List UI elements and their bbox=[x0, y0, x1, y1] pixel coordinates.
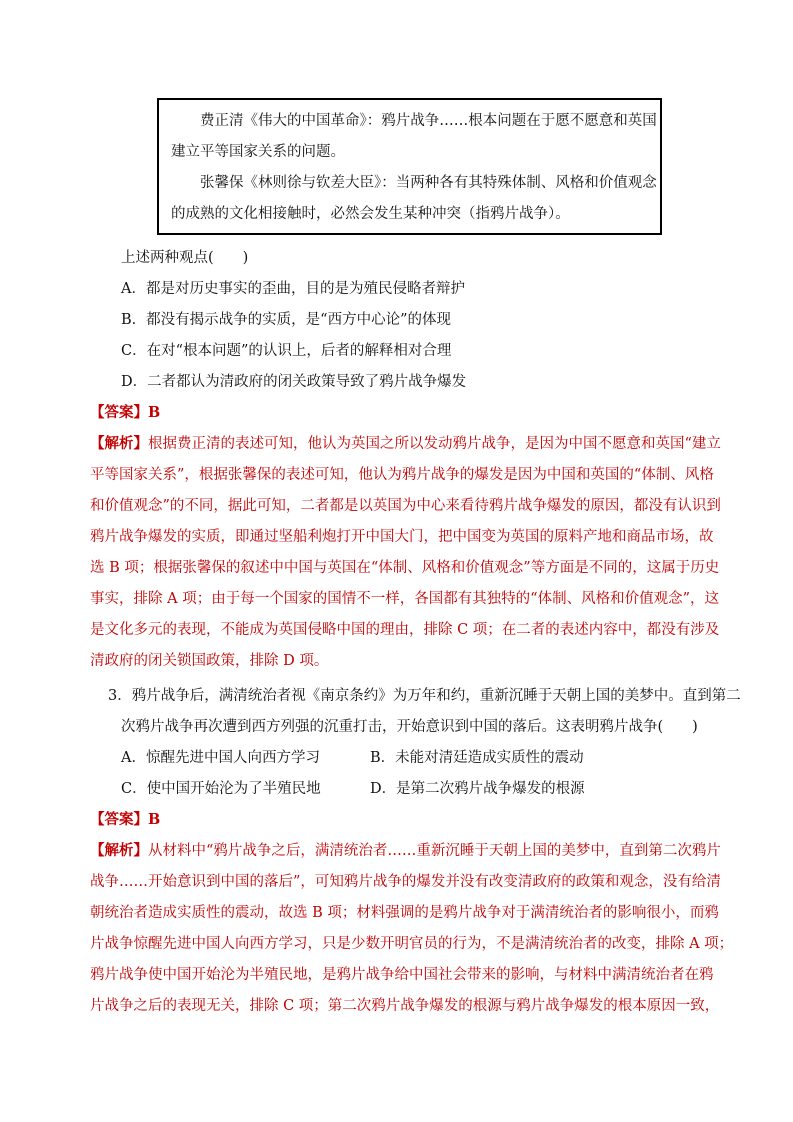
option-d: D．是第二次鸦片战争爆发的根源 bbox=[370, 781, 585, 797]
analysis-text: 战争……开始意识到中国的落后”，可知鸦片战争的爆发并没有改变清政府的政策和观念，没有给清 bbox=[90, 874, 721, 890]
option-a: A．惊醒先进中国人向西方学习 bbox=[121, 750, 320, 766]
analysis-text: 从材料中“鸦片战争之后，满清统治者……重新沉睡于天朝上国的美梦中，直到第二次鸦片 bbox=[148, 843, 721, 859]
option-d: D．二者都认为清政府的闭关政策导致了鸦片战争爆发 bbox=[121, 374, 467, 390]
question-stem: 次鸦片战争再次遭到西方列强的沉重打击，开始意识到中国的落后。这表明鸦片战争( ) bbox=[121, 719, 698, 735]
analysis-text: 朝统治者造成实质性的震动，故选 B 项；材料强调的是鸦片战争对于满清统治者的影响很小，而鸦 bbox=[90, 905, 719, 921]
option-b: B．未能对清廷造成实质性的震动 bbox=[370, 750, 584, 766]
analysis-text: 清政府的闭关锁国政策，排除 D 项。 bbox=[90, 653, 329, 669]
option-a: A．都是对历史事实的歪曲，目的是为殖民侵略者辩护 bbox=[121, 281, 465, 297]
quote-box bbox=[157, 98, 662, 235]
answer-label: 【答案】 bbox=[90, 811, 148, 828]
analysis-text: 鸦片战争爆发的实质，即通过坚船利炮打开中国大门，把中国变为英国的原料产地和商品市场，故 bbox=[90, 529, 714, 545]
analysis-line bbox=[90, 839, 721, 860]
analysis-text: 片战争惊醒先进中国人向西方学习，只是少数开明官员的行为，不是满清统治者的改变，排除 A 项； bbox=[90, 936, 734, 952]
question-stem: 上述两种观点( ) bbox=[121, 250, 249, 266]
analysis-text: 平等国家关系”，根据张馨保的表述可知，他认为鸦片战争的爆发是因为中国和英国的“体制、风格 bbox=[90, 467, 714, 483]
answer-value: B bbox=[148, 404, 161, 421]
quote-line: 建立平等国家关系的问题。 bbox=[171, 144, 345, 160]
analysis-text: 是文化多元的表现，不能成为英国侵略中国的理由，排除 C 项；在二者的表述内容中，都没有涉及 bbox=[90, 622, 720, 638]
option-c: C．在对“根本问题”的认识上，后者的解释相对合理 bbox=[121, 343, 452, 359]
question-stem: 3．鸦片战争后，满清统治者视《南京条约》为万年和约，重新沉睡于天朝上国的美梦中。直到第二 bbox=[108, 688, 741, 704]
analysis-line bbox=[90, 432, 721, 453]
option-c: C．使中国开始沦为了半殖民地 bbox=[121, 781, 321, 797]
analysis-text: 事实，排除 A 项；由于每一个国家的国情不一样，各国都有其独特的“体制、风格和价值观念”，这 bbox=[90, 591, 720, 607]
answer-line bbox=[90, 808, 710, 829]
quote-line: 张馨保《林则徐与钦差大臣》：当两种各有其特殊体制、风格和价值观念 bbox=[200, 175, 657, 191]
analysis-text: 根据费正清的表述可知，他认为英国之所以发动鸦片战争，是因为中国不愿意和英国“建立 bbox=[148, 436, 721, 452]
quote-line: 的成熟的文化相接触时，必然会发生某种冲突（指鸦片战争）。 bbox=[171, 206, 570, 222]
analysis-text: 和价值观念”的不同，据此可知，二者都是以英国为中心来看待鸦片战争爆发的原因，都没有认识到 bbox=[90, 498, 721, 514]
analysis-label: 【解析】 bbox=[90, 435, 148, 452]
answer-label: 【答案】 bbox=[90, 404, 148, 421]
analysis-text: 片战争之后的表现无关，排除 C 项；第二次鸦片战争爆发的根源与鸦片战争爆发的根本原因一致， bbox=[90, 998, 720, 1014]
answer-value: B bbox=[148, 811, 161, 828]
analysis-text: 鸦片战争使中国开始沦为半殖民地，是鸦片战争给中国社会带来的影响，与材料中满清统治者在鸦 bbox=[90, 967, 714, 983]
analysis-label: 【解析】 bbox=[90, 842, 148, 859]
option-b: B．都没有揭示战争的实质，是“西方中心论”的体现 bbox=[121, 312, 451, 328]
quote-line: 费正清《伟大的中国革命》：鸦片战争……根本问题在于愿不愿意和英国 bbox=[200, 113, 657, 129]
answer-line bbox=[90, 401, 710, 422]
analysis-text: 选 B 项；根据张馨保的叙述中中国与英国在“体制、风格和价值观念”等方面是不同的，这属于历史 bbox=[90, 560, 720, 576]
